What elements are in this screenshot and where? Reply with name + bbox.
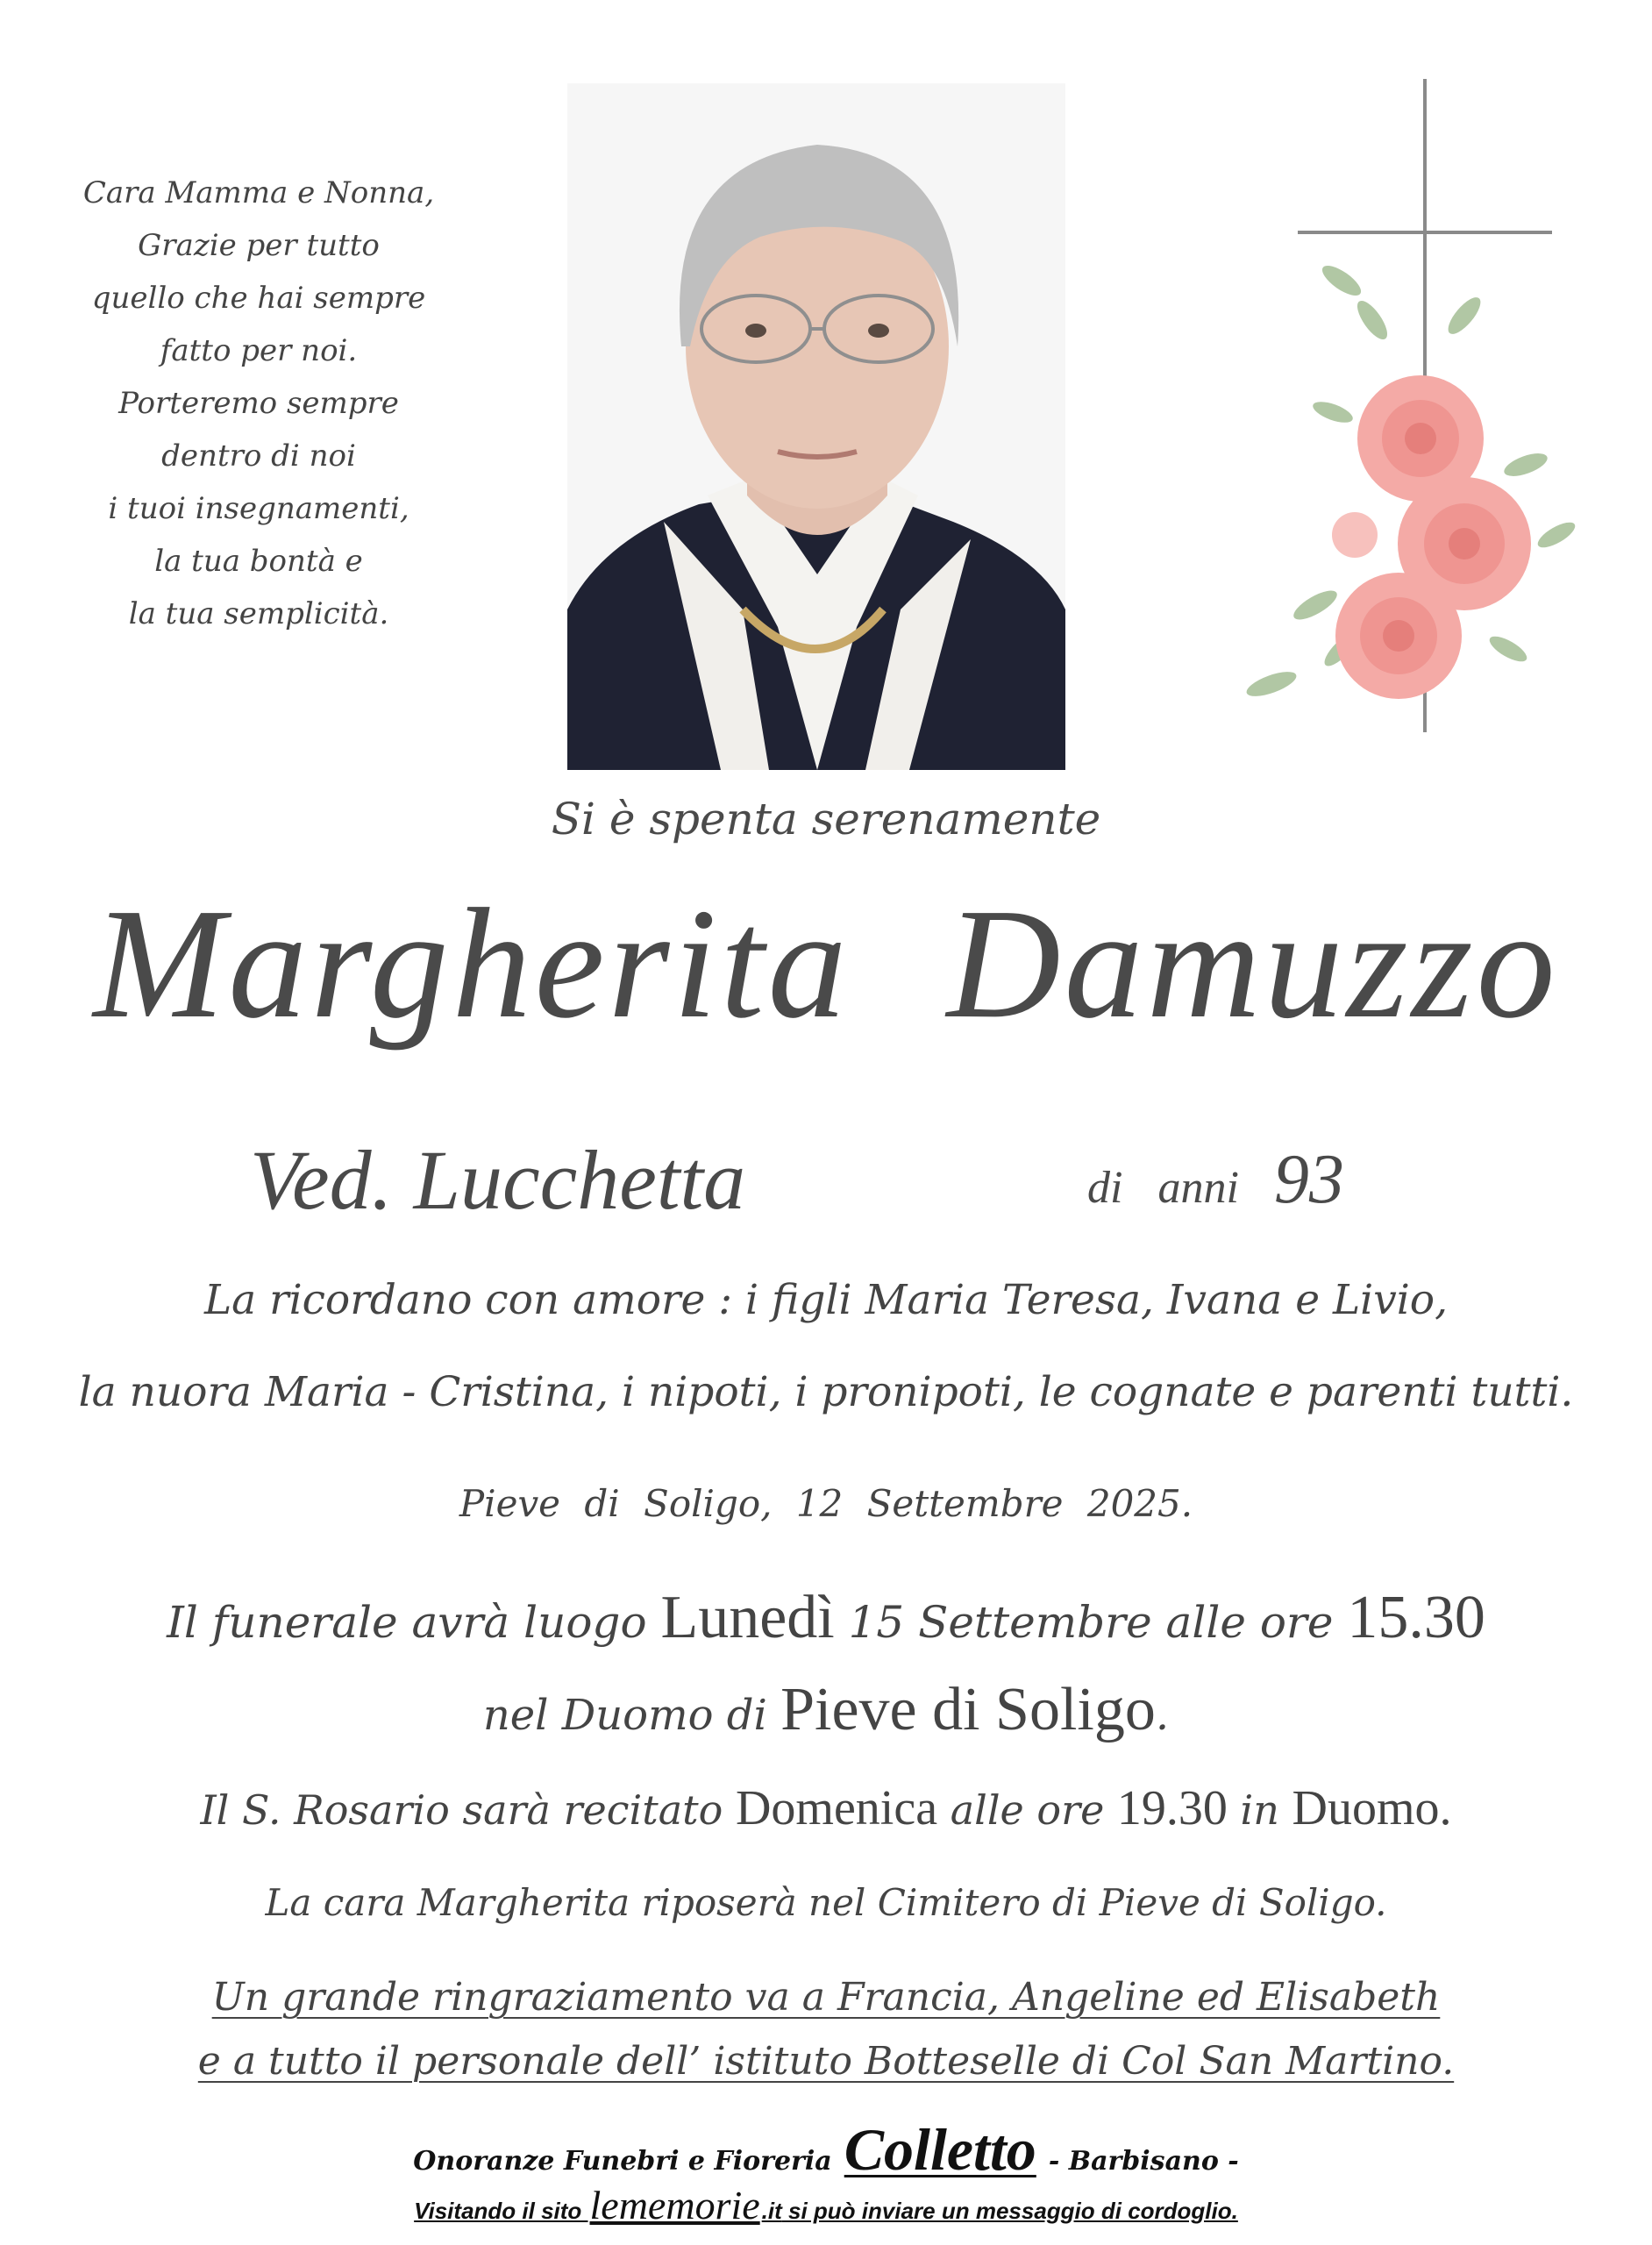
footer-text: Onoranze Funebri e Fioreria [413,2146,832,2177]
dedication-line: Grazie per tutto [138,228,380,263]
funeral-text: Il funerale avrà luogo [167,1597,661,1648]
rosary-place: Duomo. [1292,1781,1452,1835]
dedication-line: la tua bontà e [154,544,363,579]
dedication-line: dentro di noi [161,438,356,474]
website-tld: .it [761,2198,782,2224]
funeral-time: 15.30 [1347,1584,1485,1651]
deceased-name [0,873,1652,1054]
rosary-text: Il S. Rosario sarà recitato [200,1786,736,1834]
funeral-text: nel Duomo di [482,1691,781,1740]
funeral-line-1 [0,1583,1652,1653]
rosary-line [0,1780,1652,1836]
footer-funeral-home [0,2115,1652,2184]
footer-text: si può inviare un messaggio di cordoglio. [781,2198,1238,2224]
age-value: 93 [1273,1141,1344,1218]
first-name: Margherita [93,876,851,1051]
thanks-text: Un grande ringraziamento va a Francia, Angeline ed Elisabeth [211,1975,1441,2020]
dedication-verse [53,167,465,640]
rosary-text: alle ore [937,1786,1117,1834]
intro-line: Si è spenta serenamente [551,794,1101,845]
footer-text: - Barbisano - [1048,2146,1239,2177]
funeral-text: 15 Settembre alle ore [834,1597,1348,1648]
place-date: Pieve di Soligo, 12 Settembre 2025. [459,1482,1193,1525]
dedication-line: fatto per noi. [160,333,358,368]
thanks-line [0,1975,1652,2020]
last-name: Damuzzo [946,876,1559,1051]
dedication-line: la tua semplicità. [128,596,389,631]
funeral-line-2 [0,1675,1652,1745]
burial-line: La cara Margherita riposerà nel Cimitero di Pieve di Soligo. [265,1881,1387,1924]
mourners-line: La ricordano con amore : i figli Maria Teresa, Ivana e Livio, [203,1276,1449,1324]
thanks-text: e a tutto il personale dell’ istituto Botteselle di Col San Martino. [197,2039,1455,2084]
dedication-line: Cara Mamma e Nonna, [82,175,435,210]
age-prefix-anni: anni [1157,1163,1239,1213]
dedication-line: quello che hai sempre [91,281,426,316]
funeral-text: . [1155,1691,1170,1740]
mourners-line: la nuora Maria - Cristina, i nipoti, i pronipoti, le cognate e parenti tutti. [78,1368,1574,1416]
rosary-text: in [1227,1786,1292,1834]
footer-text: Visitando il sito [414,2198,588,2224]
rosary-day: Domenica [735,1781,938,1835]
thanks-line [0,2039,1652,2084]
widow-of: Ved. Lucchetta [250,1133,746,1227]
age-prefix-di: di [1087,1163,1123,1213]
rosary-time: 19.30 [1116,1781,1228,1835]
portrait-photo [567,83,1065,770]
dedication-line: Porteremo sempre [118,386,399,421]
footer-website [0,2182,1652,2228]
brand-name: Colletto [844,2116,1036,2183]
age [1087,1140,1344,1220]
funeral-day: Lunedì [660,1584,835,1651]
dedication-line: i tuoi insegnamenti, [108,491,409,526]
cross-with-roses-icon [1210,79,1613,763]
funeral-place: Pieve di Soligo [780,1676,1156,1743]
website-link[interactable]: lememorie [589,2183,760,2227]
